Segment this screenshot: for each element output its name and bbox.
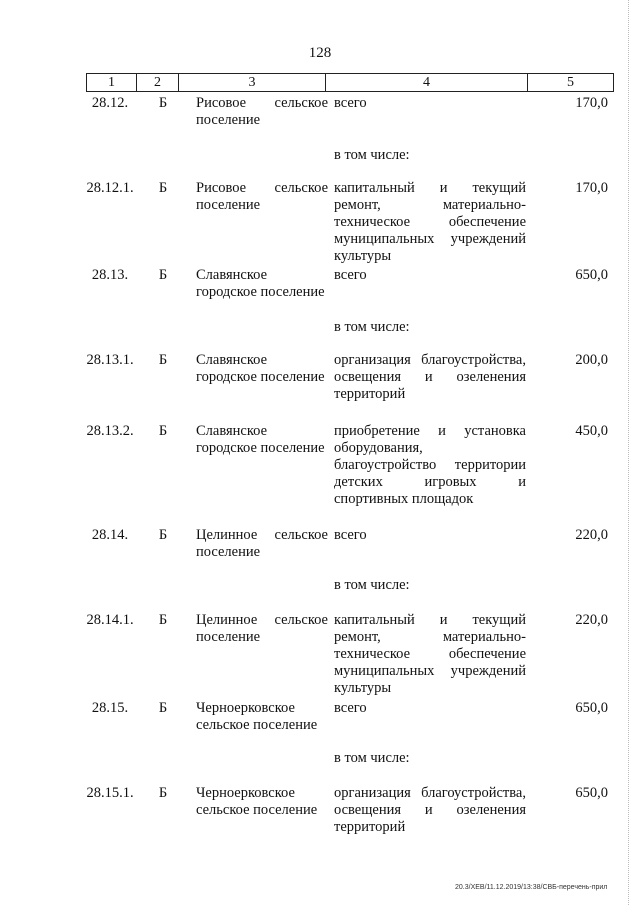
row-number: 28.15.1. [86, 785, 134, 801]
row-group: Б [158, 352, 168, 368]
row-description: капитальный и текущий ремонт, материально-техническое обеспечение муниципальных учреждений культуры [334, 180, 526, 264]
row-value: 220,0 [575, 527, 608, 543]
row-value: 220,0 [575, 612, 608, 628]
header-col-1: 1 [87, 74, 137, 91]
row-description: организация благоустройства, освещения и озеленения территорий [334, 785, 526, 835]
row-group: Б [158, 700, 168, 716]
header-col-2: 2 [137, 74, 179, 91]
subheading: в том числе: [334, 577, 410, 593]
row-settlement: Черноерковское сельское поселение [196, 785, 318, 818]
row-value: 200,0 [575, 352, 608, 368]
row-settlement: Славянское городское поселение [196, 423, 325, 456]
page-number: 128 [308, 45, 332, 61]
row-value: 170,0 [575, 95, 608, 111]
page-edge-line [628, 0, 629, 905]
document-footer: 20.3/ХЕВ/11.12.2019/13:38/СВБ-перечень-прил [455, 884, 608, 891]
row-settlement: Рисовое сельское поселение [196, 180, 328, 213]
row-group: Б [158, 267, 168, 283]
table-header [86, 73, 614, 92]
row-settlement: Славянское городское поселение [196, 267, 325, 300]
row-number: 28.13. [91, 267, 129, 283]
header-col-4: 4 [326, 74, 528, 91]
row-description: всего [334, 700, 367, 716]
row-value: 650,0 [575, 267, 608, 283]
row-settlement: Черноерковское сельское поселение [196, 700, 318, 733]
row-number: 28.15. [91, 700, 129, 716]
row-settlement: Славянское городское поселение [196, 352, 325, 385]
row-description: организация благоустройства, освещения и озеленения территорий [334, 352, 526, 402]
row-number: 28.14.1. [86, 612, 134, 628]
row-value: 450,0 [575, 423, 608, 439]
row-description: всего [334, 527, 367, 543]
row-settlement: Целинное сельское поселение [196, 612, 328, 645]
row-description: всего [334, 267, 367, 283]
row-number: 28.13.2. [86, 423, 134, 439]
row-description: капитальный и текущий ремонт, материально-техническое обеспечение муниципальных учреждений культуры [334, 612, 526, 696]
row-group: Б [158, 95, 168, 111]
subheading: в том числе: [334, 750, 410, 766]
row-description: всего [334, 95, 367, 111]
row-settlement: Целинное сельское поселение [196, 527, 328, 560]
subheading: в том числе: [334, 319, 410, 335]
row-number: 28.12. [91, 95, 129, 111]
row-description: приобретение и установка оборудования, благоустройство территории детских игровых и спортивных площадок [334, 423, 526, 507]
row-group: Б [158, 612, 168, 628]
row-number: 28.13.1. [86, 352, 134, 368]
row-value: 170,0 [575, 180, 608, 196]
subheading: в том числе: [334, 147, 410, 163]
row-number: 28.12.1. [86, 180, 134, 196]
header-col-3: 3 [179, 74, 326, 91]
header-col-5: 5 [567, 75, 574, 90]
row-value: 650,0 [575, 785, 608, 801]
row-value: 650,0 [575, 700, 608, 716]
row-group: Б [158, 785, 168, 801]
row-number: 28.14. [91, 527, 129, 543]
row-group: Б [158, 423, 168, 439]
row-settlement: Рисовое сельское поселение [196, 95, 328, 128]
row-group: Б [158, 180, 168, 196]
row-group: Б [158, 527, 168, 543]
